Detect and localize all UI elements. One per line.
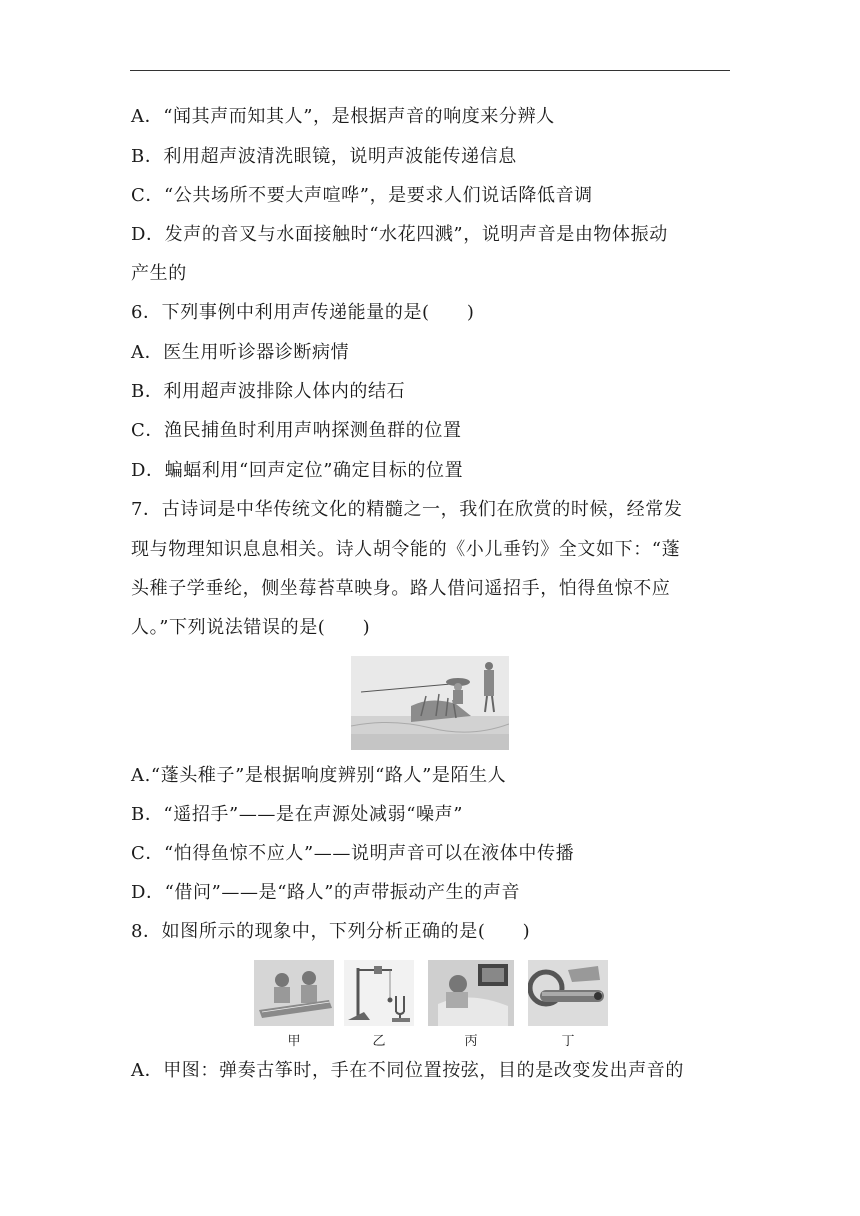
q7-option-b: B．“遥招手”——是在声源处减弱“噪声” [131, 804, 464, 825]
q5-option-d-cont: 产生的 [131, 263, 187, 284]
figure-caption-bing: 丙 [464, 1034, 478, 1049]
figure-caption-yi: 乙 [372, 1034, 386, 1049]
figure-caption-jia: 甲 [287, 1034, 301, 1049]
fishing-child-illustration [351, 656, 509, 750]
q6-option-b: B．利用超声波排除人体内的结石 [131, 381, 406, 402]
muffler-photo [528, 960, 608, 1026]
q7-stem-1: 7．古诗词是中华传统文化的精髓之一，我们在欣赏的时候，经常发 [131, 499, 683, 520]
q7-stem-4: 人。”下列说法错误的是( ) [131, 617, 371, 638]
q6-stem: 6．下列事例中利用声传递能量的是( ) [131, 302, 475, 323]
q7-option-d: D．“借问”——是“路人”的声带振动产生的声音 [131, 882, 521, 903]
tuning-fork-apparatus [344, 960, 414, 1026]
figure-caption-ding: 丁 [561, 1034, 575, 1049]
q6-option-a: A．医生用听诊器诊断病情 [131, 342, 350, 363]
q6-option-d: D．蝙蝠利用“回声定位”确定目标的位置 [131, 460, 464, 481]
q5-option-a: A．“闻其声而知其人”，是根据声音的响度来分辨人 [131, 106, 555, 127]
q5-option-b: B．利用超声波清洗眼镜，说明声波能传递信息 [131, 146, 517, 167]
q7-stem-3: 头稚子学垂纶，侧坐莓苔草映身。路人借问遥招手，怕得鱼惊不应 [131, 578, 671, 599]
header-rule [130, 70, 730, 71]
q7-option-a: A.“蓬头稚子”是根据响度辨别“路人”是陌生人 [131, 765, 507, 786]
q8-stem: 8．如图所示的现象中，下列分析正确的是( ) [131, 921, 531, 942]
q8-option-a: A．甲图：弹奏古筝时，手在不同位置按弦，目的是改变发出声音的 [131, 1060, 684, 1081]
q5-option-c: C．“公共场所不要大声喧哗”，是要求人们说话降低音调 [131, 185, 593, 206]
q7-stem-2: 现与物理知识息息相关。诗人胡令能的《小儿垂钓》全文如下：“蓬 [131, 539, 681, 560]
guzheng-photo [254, 960, 334, 1026]
ultrasound-photo [428, 960, 514, 1026]
q5-option-d: D．发声的音叉与水面接触时“水花四溅”，说明声音是由物体振动 [131, 224, 668, 245]
q7-option-c: C．“怕得鱼惊不应人”——说明声音可以在液体中传播 [131, 843, 575, 864]
q6-option-c: C．渔民捕鱼时利用声呐探测鱼群的位置 [131, 420, 462, 441]
